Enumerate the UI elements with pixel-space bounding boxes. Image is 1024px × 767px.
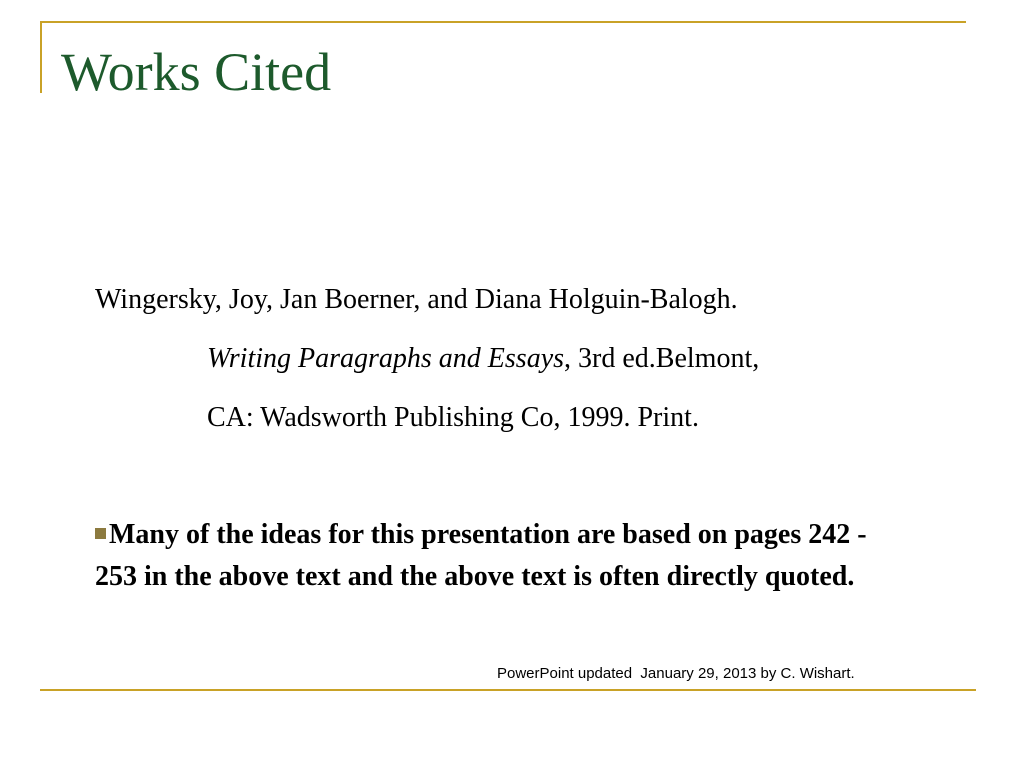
slide-title: Works Cited xyxy=(61,42,332,102)
citation-authors: Wingersky, Joy, Jan Boerner, and Diana Holguin-Balogh. xyxy=(95,284,738,315)
source-note xyxy=(95,514,875,598)
frame-bottom-line xyxy=(40,689,976,691)
source-note-text: Many of the ideas for this presentation are based on pages 242 - 253 in the above text and the above text is often directly quoted. xyxy=(95,519,867,592)
citation-title-line xyxy=(95,339,759,398)
frame-top-line xyxy=(40,21,966,23)
square-bullet-icon xyxy=(95,528,106,539)
citation-entry xyxy=(95,280,759,457)
footer-note: PowerPoint updated January 29, 2013 by C. Wishart. xyxy=(497,665,855,682)
frame-left-line xyxy=(40,21,42,93)
citation-edition: , 3rd ed.Belmont, xyxy=(564,343,760,374)
citation-publisher: CA: Wadsworth Publishing Co, 1999. Print. xyxy=(207,402,699,433)
citation-book-title: Writing Paragraphs and Essays xyxy=(207,343,565,374)
